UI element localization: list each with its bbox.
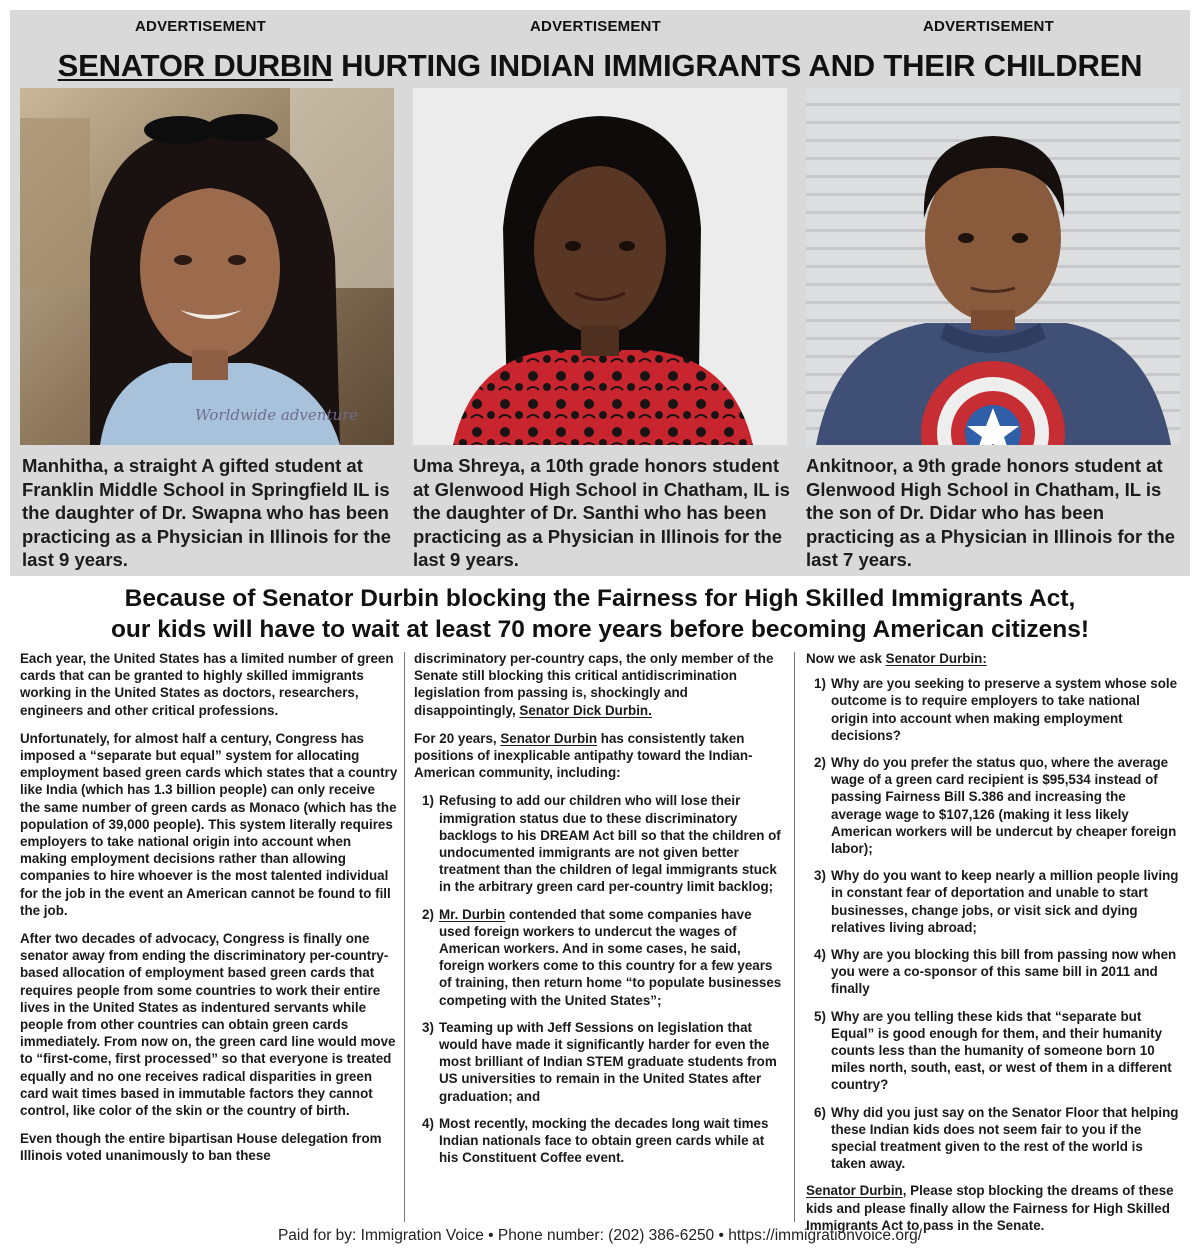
photo-manhitha xyxy=(20,88,394,445)
list-item xyxy=(806,675,1180,744)
person-name: Jeff Sessions xyxy=(547,1019,634,1035)
paragraph-text: discriminatory per-country caps, the only member of the Senate still blocking this critical antidiscrimination legislation from passing is, shockingly and disappointingly, xyxy=(414,651,774,718)
list-item-text: on legislation that would have made it significantly harder for even the most brilliant of Indian STEM graduate students from US universities to remain in the United States after graduation; and xyxy=(439,1019,777,1104)
advertisement-label: ADVERTISEMENT xyxy=(135,18,266,35)
list-item xyxy=(414,906,786,1009)
photo-uma-shreya xyxy=(413,88,787,445)
quoted-phrase: “separate but Equal” xyxy=(831,1008,1142,1041)
caption-manhitha: Manhitha, a straight A gifted student at Franklin Middle School in Springfield IL is the daughter of Dr. Swapna who has been practicing as a Physician in Illinois for the last 9 years. xyxy=(22,455,392,570)
list-number: 3) xyxy=(814,868,826,884)
advertisement-label: ADVERTISEMENT xyxy=(530,18,661,35)
list-item xyxy=(414,792,786,895)
list-item-text: Why are you seeking to preserve a system whose sole outcome is to require employers to take national origin into account when making employment decisions? xyxy=(831,676,1178,743)
headline xyxy=(10,48,1190,84)
list-item xyxy=(806,867,1180,936)
list-number: 6) xyxy=(814,1104,826,1120)
shirt-print-text: Worldwide adventure xyxy=(195,406,359,424)
list-item xyxy=(414,1019,786,1105)
paragraph xyxy=(414,650,786,719)
list-item-text: Refusing to add our children who will lose their immigration status due to these discriminatory backlogs to his DREAM Act bill so that the children of undocumented immigrants are not given better treatment than the children of legal immigrants stuck in the arbitrary green card per-country limit backlog; xyxy=(439,793,781,895)
senator-name: Senator Durbin xyxy=(806,1183,903,1199)
list-item xyxy=(806,1008,1180,1094)
list-number: 2) xyxy=(814,755,826,771)
list-number: 3) xyxy=(422,1019,434,1035)
paragraph: Unfortunately, for almost half a century, Congress has imposed a “separate but equal” system for allocating employment based green cards which states that a country like India (which has 1.3 billion people) can only receive the same number of green cards as Monaco (which has the population of 39,000 people). This system literally requires employers to take national origin into account when making employment decisions rather than allowing companies to hire whoever is the most talented individual for the job in the event an American cannot be found to fill the job. xyxy=(20,730,398,918)
senator-name: Senator Durbin: xyxy=(885,651,987,666)
headline-text: HURTING INDIAN IMMIGRANTS AND THEIR CHILDREN xyxy=(332,48,1143,83)
senator-name: Senator Durbin xyxy=(500,730,598,746)
paragraph-text: , Please stop blocking the dreams of these kids and please finally allow the Fairness for High Skilled Immigrants Act to pass in the Senate. xyxy=(806,1183,1174,1233)
body-column-3 xyxy=(806,650,1180,1245)
list-number: 4) xyxy=(422,1115,434,1131)
list-item-text: contended that some companies have used foreign workers to undercut the wages of American workers. And in some cases, he said, foreign workers come to this country for a few years of training, then return home “to populate businesses competing with the United States”; xyxy=(439,906,782,1008)
subheadline xyxy=(0,583,1200,645)
list-number: 2) xyxy=(422,906,434,922)
subheadline-line-2: our kids will have to wait at least 70 more years before becoming American citizens! xyxy=(110,616,1090,643)
advertisement-label: ADVERTISEMENT xyxy=(923,18,1054,35)
photo-ankitnoor xyxy=(806,88,1180,445)
list-item xyxy=(414,1115,786,1167)
paragraph: Each year, the United States has a limited number of green cards that can be granted to highly skilled immigrants working in the United States as doctors, researchers, engineers and other critical professions. xyxy=(20,651,394,718)
list-item-text: Most recently, mocking the decades long wait times Indian nationals face to obtain green cards while at his Constituent Coffee event. xyxy=(439,1115,769,1166)
grievance-list xyxy=(414,792,786,1166)
column-divider xyxy=(404,652,405,1222)
paragraph xyxy=(806,650,1180,667)
senator-name: Senator Dick Durbin. xyxy=(519,702,652,718)
senator-name: Mr. Durbin xyxy=(439,906,506,922)
paragraph: Even though the entire bipartisan House delegation from Illinois voted unanimously to ban these xyxy=(20,1131,382,1164)
photo-panel xyxy=(10,10,1190,576)
paid-for-by-footer: Paid for by: Immigration Voice • Phone number: (202) 386-6250 • https://immigrationvoice.org/ xyxy=(277,1227,923,1244)
list-item-text: Why are you blocking this bill from passing now when you were a co-sponsor of this same bill in 2011 and finally xyxy=(831,947,1177,997)
question-list xyxy=(806,675,1180,1172)
paragraph-text: Now we ask xyxy=(806,651,886,666)
list-item-text: Why do you prefer the status quo, where the average wage of a green card recipient is $95,534 instead of passing Fairness Bill S.386 and increasing the average wage to $107,126 (making it less likely American workers will be undercut by cheaper foreign labor); xyxy=(831,755,1177,857)
list-item xyxy=(806,1104,1180,1173)
list-item-text: Why do you want to keep nearly a million people living in constant fear of deportation and unable to start businesses, change jobs, or visit sick and dying relatives living abroad; xyxy=(831,868,1179,935)
paragraph-text: has consistently taken positions of inexplicable antipathy toward the Indian-American community, including: xyxy=(414,730,753,781)
list-item-text: Why did you just say on the Senator Floor that helping these Indian kids does not seem fair to you if the special treatment given to the rest of the world is taken away. xyxy=(831,1104,1179,1172)
body-column-1 xyxy=(20,650,398,1176)
list-number: 1) xyxy=(814,676,826,692)
list-item xyxy=(806,946,1180,998)
paragraph xyxy=(414,730,786,782)
headline-senator-name: SENATOR DURBIN xyxy=(57,48,333,83)
list-number: 5) xyxy=(814,1008,826,1024)
list-item xyxy=(806,754,1180,857)
caption-ankitnoor: Ankitnoor, a 9th grade honors student at Glenwood High School in Chatham, IL is the son of Dr. Didar who has been practicing as a Physician in Illinois for the last 7 years. xyxy=(806,455,1176,570)
list-item-text: Why are you telling these kids that xyxy=(831,1008,1055,1024)
caption-uma-shreya: Uma Shreya, a 10th grade honors student at Glenwood High School in Chatham, IL is the daughter of Dr. Santhi who has been practicing as a Physician in Illinois for the last 9 years. xyxy=(413,455,790,570)
list-number: 1) xyxy=(422,793,434,809)
paragraph-text: For 20 years, xyxy=(414,730,501,746)
subheadline-line-1: Because of Senator Durbin blocking the Fairness for High Skilled Immigrants Act, xyxy=(124,585,1076,612)
list-number: 4) xyxy=(814,947,826,963)
list-item-text: is good enough for them, and their humanity counts less than the humanity of someone born 10 miles north, south, east, or west of them in a different country? xyxy=(831,1025,1172,1093)
column-divider xyxy=(794,652,795,1222)
body-column-2 xyxy=(414,650,786,1176)
list-item-text: Teaming up with xyxy=(439,1019,548,1035)
paragraph: After two decades of advocacy, Congress is finally one senator away from ending the discriminatory per-country-based allocation of employment based green cards that requires people from some countries to work their entire lives in the United States as indentured servants while people from other countries can obtain green cards immediately. From now on, the green card line would move to “first-come, first processed” so that everyone is treated equally and no one receives radical disparities in green card wait times based in immutable factors they cannot control, like color of the skin or the country of birth. xyxy=(20,931,396,1119)
